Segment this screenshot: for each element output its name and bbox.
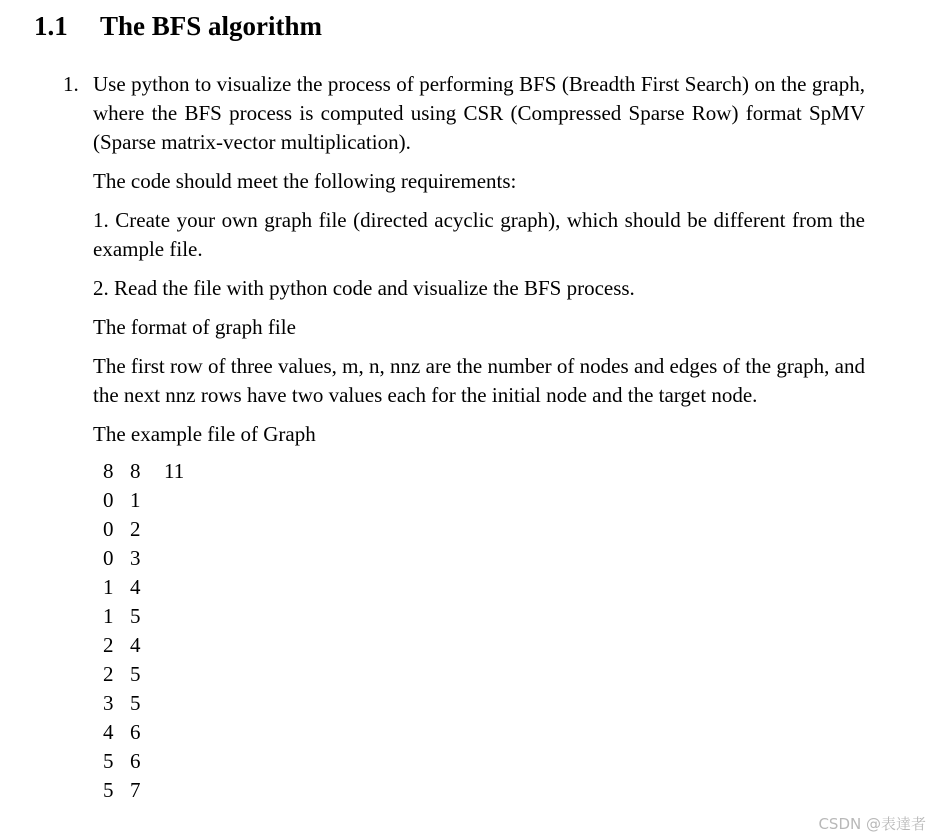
node-count-n: 8	[130, 459, 141, 483]
edge-source: 0	[103, 488, 114, 512]
edge-source: 4	[103, 720, 114, 744]
edge-row	[103, 544, 865, 573]
edge-row	[103, 747, 865, 776]
edge-row	[103, 602, 865, 631]
section-heading	[34, 8, 322, 44]
edge-target: 5	[130, 691, 141, 715]
edge-target: 1	[130, 488, 141, 512]
edge-target: 5	[130, 662, 141, 686]
edge-row	[103, 486, 865, 515]
edge-source: 5	[103, 749, 114, 773]
requirement-1: 1. Create your own graph file (directed acyclic graph), which should be different from the example file.	[93, 208, 865, 261]
edge-source: 1	[103, 575, 114, 599]
edge-source: 2	[103, 633, 114, 657]
edge-row	[103, 718, 865, 747]
edge-target: 5	[130, 604, 141, 628]
section-title: The BFS algorithm	[100, 11, 323, 41]
edge-target: 6	[130, 749, 141, 773]
edge-source: 0	[103, 546, 114, 570]
graph-file-example	[103, 457, 865, 805]
edge-source: 5	[103, 778, 114, 802]
edge-row	[103, 689, 865, 718]
list-item-body	[93, 70, 865, 805]
format-description: The first row of three values, m, n, nnz are the number of nodes and edges of the graph, and the next nnz rows have two values each for the initial node and the target node.	[93, 354, 865, 407]
edge-source: 2	[103, 662, 114, 686]
list-item-marker: 1.	[63, 72, 79, 96]
task-paragraph: Use python to visualize the process of performing BFS (Breadth First Search) on the graph, where the BFS process is computed using CSR (Compressed Sparse Row) format SpMV (Sparse matrix-vector multiplication).	[93, 72, 865, 154]
edge-target: 7	[130, 778, 141, 802]
edge-row	[103, 515, 865, 544]
format-heading: The format of graph file	[93, 315, 296, 339]
edge-count: 11	[164, 459, 185, 483]
example-heading: The example file of Graph	[93, 422, 316, 446]
edge-row	[103, 631, 865, 660]
edge-row	[103, 776, 865, 805]
edge-target: 6	[130, 720, 141, 744]
edge-target: 4	[130, 633, 141, 657]
edge-row	[103, 573, 865, 602]
requirement-2: 2. Read the file with python code and visualize the BFS process.	[93, 276, 635, 300]
edge-source: 1	[103, 604, 114, 628]
edge-source: 0	[103, 517, 114, 541]
graph-file-header-row	[103, 457, 865, 486]
node-count: 8	[103, 459, 114, 483]
watermark: CSDN @表達者	[818, 815, 926, 833]
edge-row	[103, 660, 865, 689]
edge-target: 3	[130, 546, 141, 570]
edge-target: 2	[130, 517, 141, 541]
edge-source: 3	[103, 691, 114, 715]
section-number: 1.1	[34, 11, 68, 41]
edge-target: 4	[130, 575, 141, 599]
requirements-intro: The code should meet the following requirements:	[93, 169, 517, 193]
